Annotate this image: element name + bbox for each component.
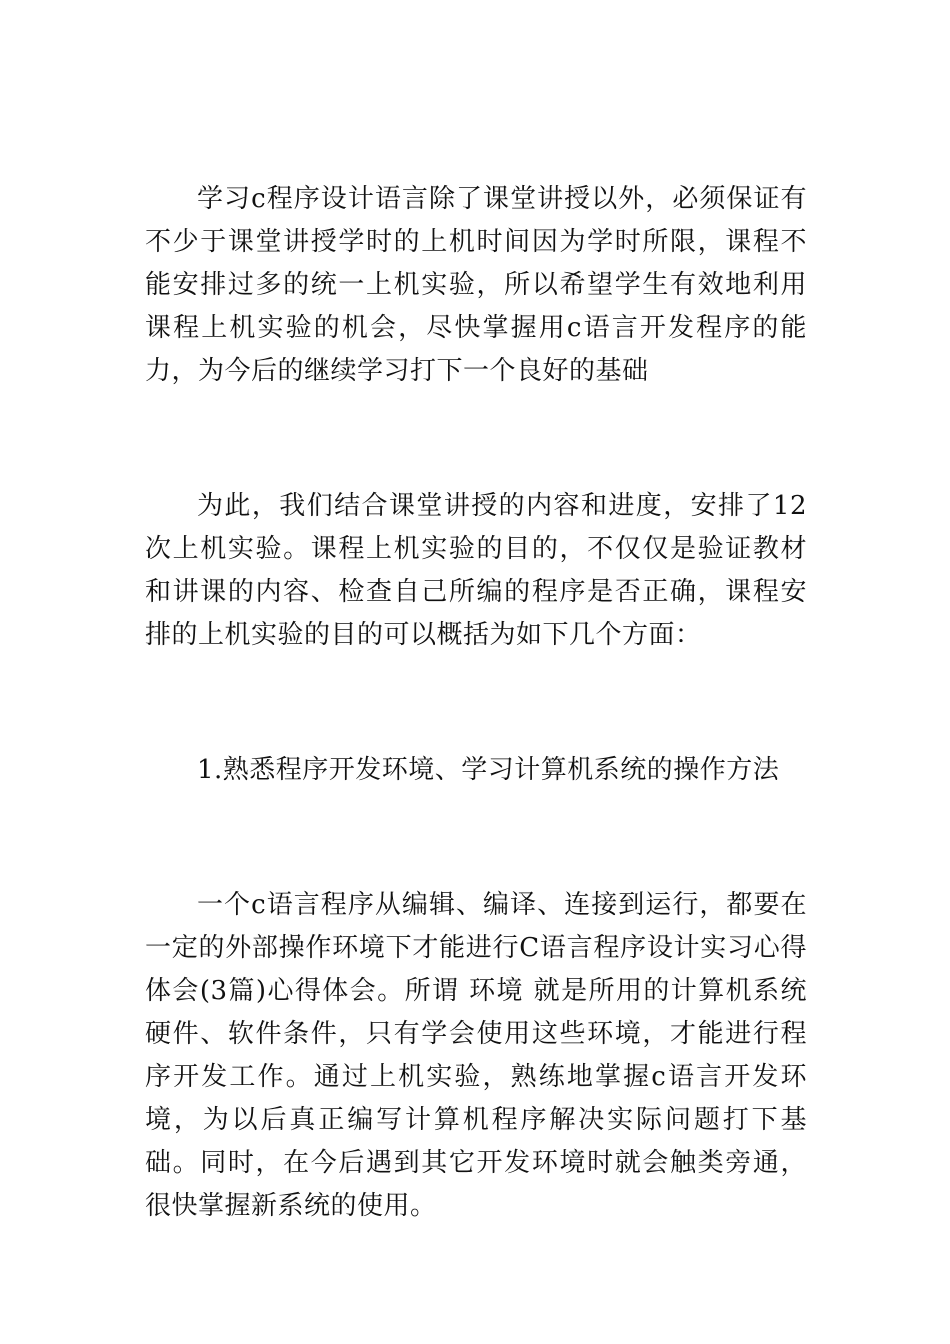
section-heading: 1.熟悉程序开发环境、学习计算机系统的操作方法 <box>197 755 780 785</box>
paragraph-spacer <box>145 792 807 884</box>
paragraph-environment: 一个c语言程序从编辑、编译、连接到运行，都要在一定的外部操作环境下才能进行C语言程序设计实习心得体会(3篇)心得体会。所谓 环境 就是所用的计算机系统硬件、软件条件，只有学会使用这些环境，才能进行程序开发工作。通过上机实验，熟练地掌握c语言开发环境，为以后真正编写计算机程序解决实际问题打下基础。同时，在今后遇到其它开发环境时就会触类旁通，很快掌握新系统的使用。 <box>145 890 807 1221</box>
document-body <box>145 178 807 1228</box>
paragraph-arrangement: 为此，我们结合课堂讲授的内容和进度，安排了12次上机实验。课程上机实验的目的，不仅仅是验证教材和讲课的内容、检查自己所编的程序是否正确，课程安排的上机实验的目的可以概括为如下几个方面： <box>145 491 807 650</box>
paragraph-spacer <box>145 393 807 485</box>
paragraph-intro: 学习c程序设计语言除了课堂讲授以外，必须保证有不少于课堂讲授学时的上机时间因为学时所限，课程不能安排过多的统一上机实验，所以希望学生有效地利用课程上机实验的机会，尽快掌握用c语言开发程序的能力，为今后的继续学习打下一个良好的基础 <box>145 184 807 386</box>
paragraph-spacer <box>145 657 807 749</box>
